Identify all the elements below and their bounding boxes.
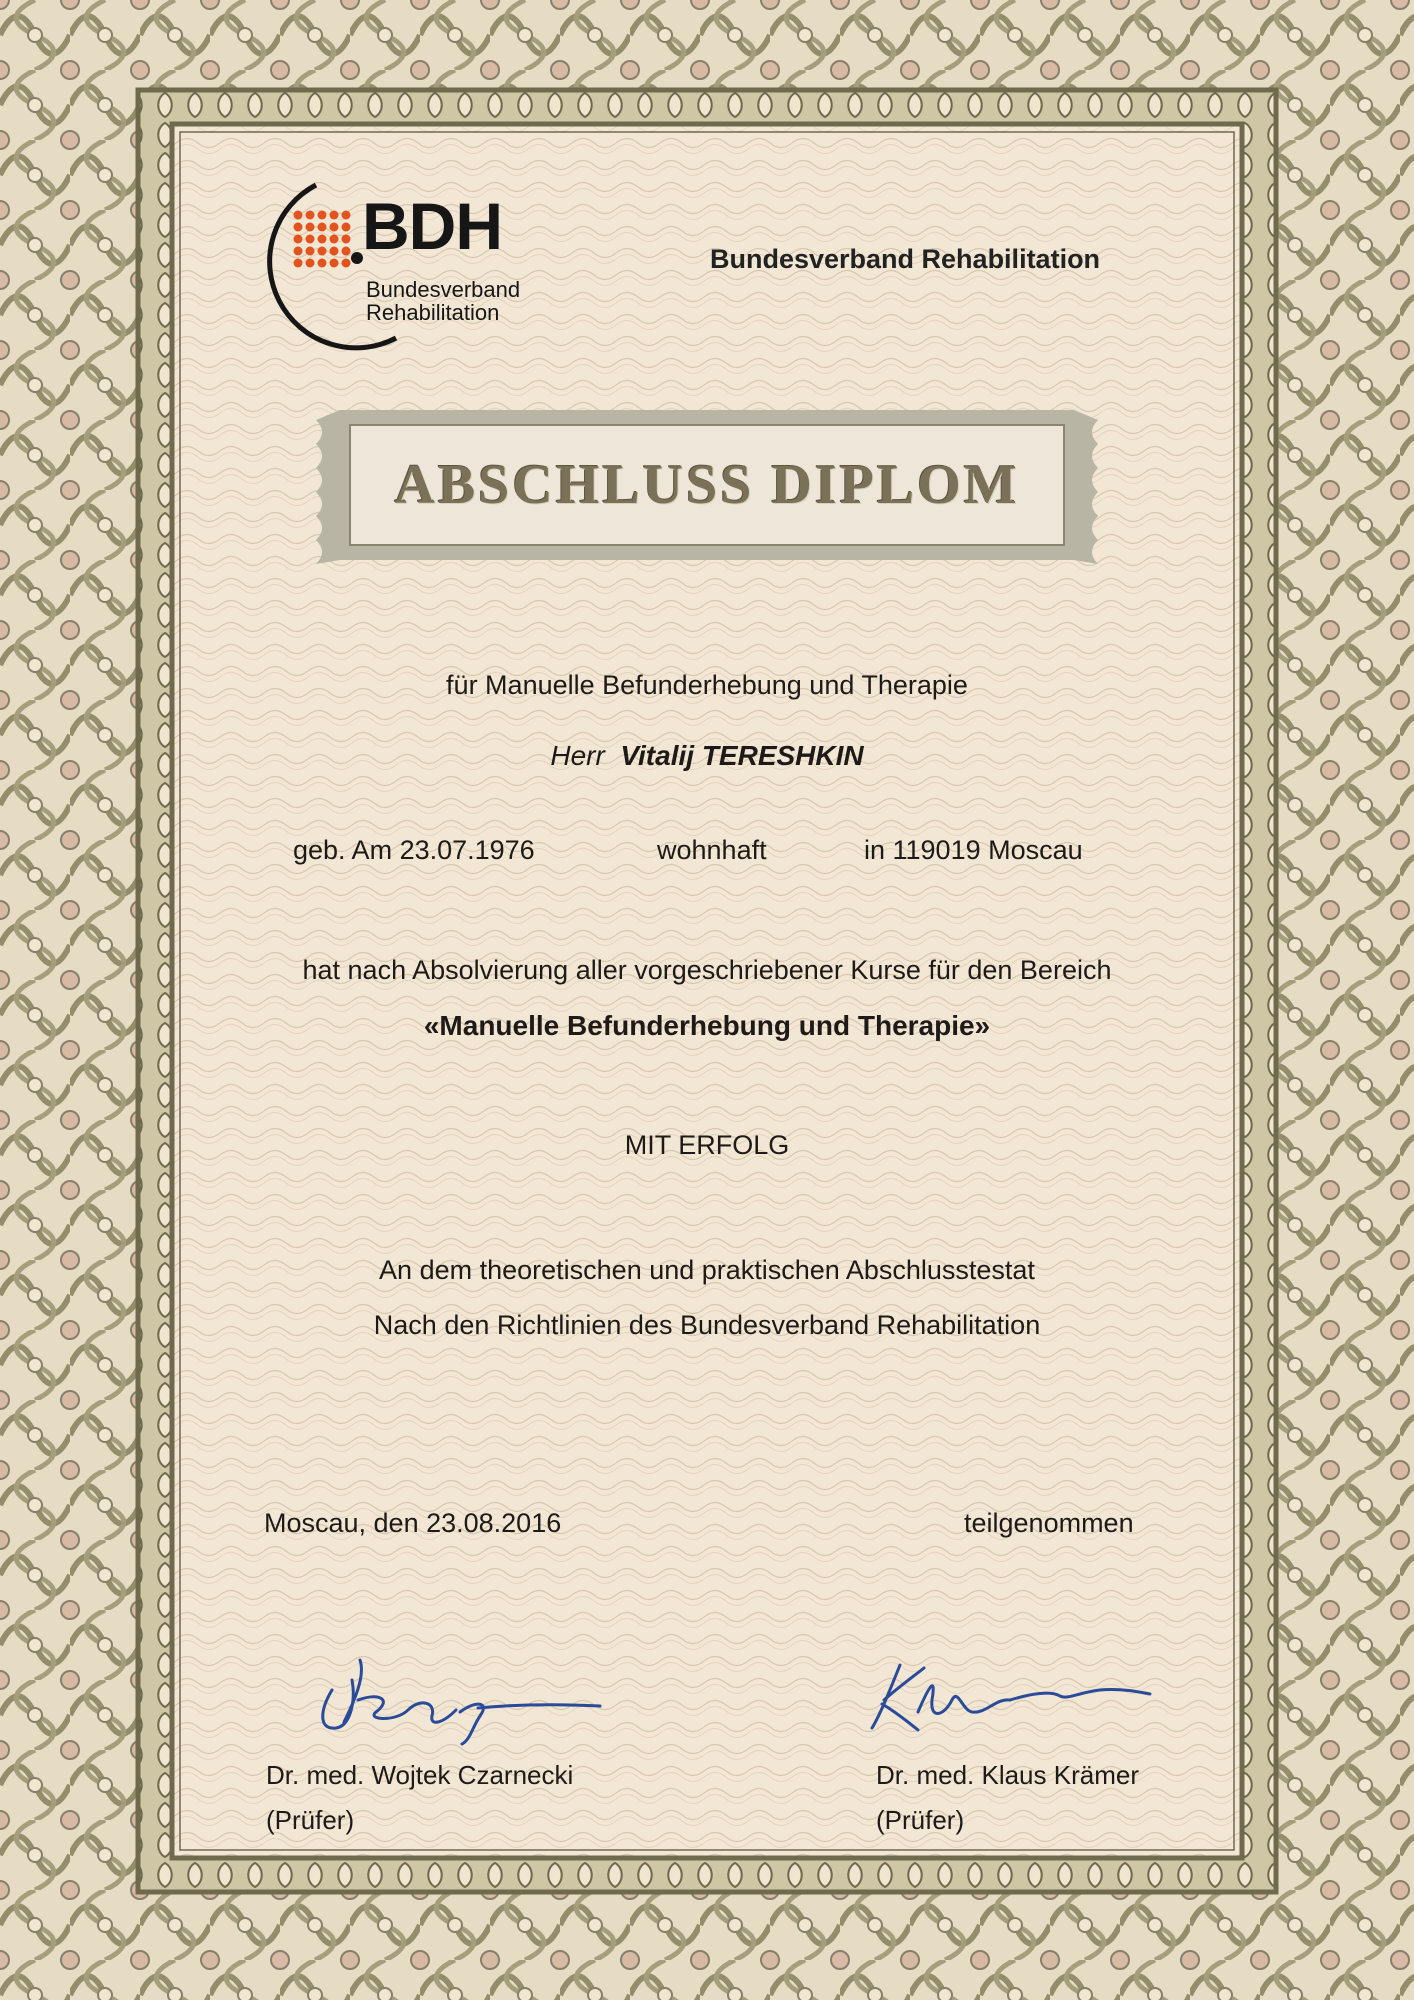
birth-date: geb. Am 23.07.1976 <box>293 835 535 865</box>
subject-line: für Manuelle Befunderhebung und Therapie <box>446 670 968 700</box>
absolved-line: hat nach Absolvierung aller vorgeschriebener Kurse für den Bereich <box>302 955 1112 985</box>
salutation: Herr <box>550 740 605 771</box>
logo-subtitle-line2: Rehabilitation <box>366 300 500 325</box>
participated-label: teilgenommen <box>964 1508 1134 1538</box>
logo-subtitle-line1: Bundesverband <box>366 277 521 302</box>
examiner-left-name: Dr. med. Wojtek Czarnecki <box>266 1760 574 1790</box>
diploma-title: ABSCHLUSS DIPLOM <box>394 454 1020 516</box>
examiner-right-name: Dr. med. Klaus Krämer <box>876 1760 1139 1790</box>
exam-line-2: Nach den Richtlinien des Bundesverband Rehabilitation <box>373 1310 1041 1340</box>
recipient-name: Vitalij TERESHKIN <box>620 740 864 771</box>
place-and-date: Moscau, den 23.08.2016 <box>264 1508 562 1538</box>
logo-wordmark: BDH <box>362 189 502 263</box>
examiner-right-role: (Prüfer) <box>876 1805 965 1835</box>
residence-label: wohnhaft <box>657 835 767 865</box>
result-line: MIT ERFOLG <box>624 1130 790 1160</box>
residence-place: in 119019 Moscau <box>864 835 1083 865</box>
examiner-left-role: (Prüfer) <box>266 1805 355 1835</box>
course-name: «Manuelle Befunderhebung und Therapie» <box>423 1010 991 1041</box>
exam-line-1: An dem theoretischen und praktischen Abschlusstestat <box>379 1255 1035 1285</box>
person-line <box>0 740 1414 772</box>
organization-name: Bundesverband Rehabilitation <box>710 244 1101 274</box>
